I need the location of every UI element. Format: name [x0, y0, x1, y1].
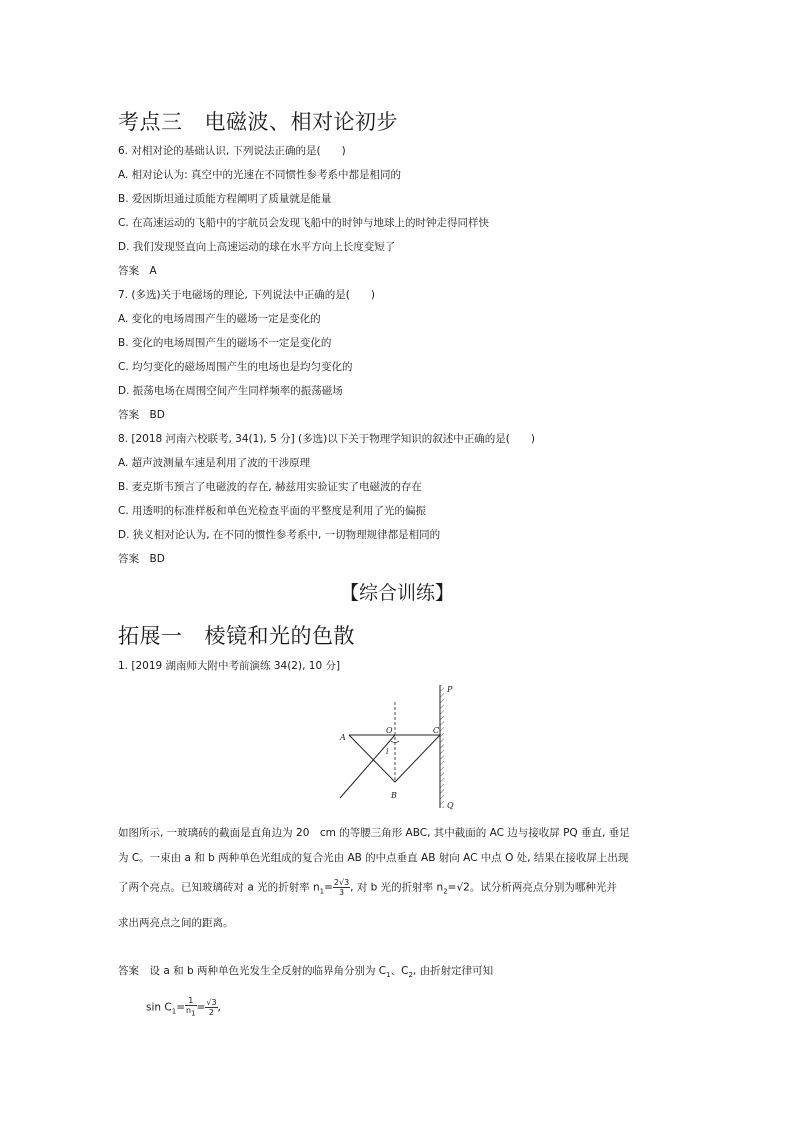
question-6-option-b: B. 爱因斯坦通过质能方程阐明了质量就是能量	[118, 193, 332, 205]
fraction-2-numerator: √3	[206, 997, 217, 1007]
question-7-option-a: A. 变化的电场周围产生的磁场一定是变化的	[118, 313, 321, 325]
question-7-option-d: D. 振荡电场在周围空间产生同样频率的振荡磁场	[118, 385, 343, 397]
training-title: 【综合训练】	[339, 582, 454, 604]
question-8-answer: 答案 BD	[118, 553, 165, 565]
extension-topic: 棱镜和光的色散	[204, 624, 355, 648]
n1-equals: =	[324, 881, 333, 894]
answer-text-mid: 、C	[390, 965, 409, 977]
fraction-1-denominator	[185, 1006, 197, 1019]
prism-figure	[330, 678, 470, 818]
extension-number: 拓展一	[118, 624, 183, 648]
problem-1-line-2: 为 C。一束由 a 和 b 两种单色光组成的复合光由 AB 的中点垂直 AB 射向 AC 中点 O 处, 结果在接收屏上出现	[118, 852, 629, 864]
question-8-option-c: C. 用透明的标准样板和单色光检查平面的平整度是利用了光的偏振	[118, 505, 427, 517]
line-3-text-pre: 了两个亮点。已知玻璃砖对 a 光的折射率 n	[118, 881, 320, 894]
fraction-1-den-subscript: 1	[191, 1009, 196, 1018]
label-i: i	[386, 747, 389, 756]
section-title	[118, 106, 398, 136]
label-a: A	[340, 733, 346, 742]
answer-text-post: , 由折射定律可知	[412, 965, 494, 977]
fraction-1-den-n: n	[186, 1006, 192, 1015]
label-b: B	[391, 791, 397, 800]
prism-triangle	[349, 735, 440, 782]
question-7-option-c: C. 均匀变化的磁场周围产生的电场也是均匀变化的	[118, 361, 353, 373]
label-o: O	[386, 726, 393, 735]
n1-numerator: 2√3	[333, 878, 350, 887]
formula-c1-subscript: 1	[171, 1007, 177, 1016]
section-topic: 电磁波、相对论初步	[204, 110, 398, 134]
question-7-option-b: B. 变化的电场周围产生的磁场不一定是变化的	[118, 337, 332, 349]
question-8-stem: 8. [2018 河南六校联考, 34(1), 5 分] (多选)以下关于物理学知识的叙述中正确的是( )	[118, 433, 535, 445]
n2-subscript: 2	[443, 887, 448, 896]
problem-1-line-3	[118, 878, 617, 899]
question-7-stem: 7. (多选)关于电磁场的理论, 下列说法中正确的是( )	[118, 289, 375, 301]
critical-angle-formula	[146, 996, 221, 1019]
c1-subscript: 1	[386, 971, 391, 980]
label-q: Q	[447, 801, 454, 810]
question-8-option-a: A. 超声波测量车速是利用了波的干涉原理	[118, 457, 311, 469]
problem-1-answer	[118, 964, 493, 982]
n2-value: =√2	[447, 881, 470, 894]
formula-fraction-1	[185, 996, 197, 1019]
section-number: 考点三	[118, 110, 183, 134]
label-p: P	[447, 685, 453, 694]
formula-comma: ,	[217, 1001, 221, 1014]
fraction-1-numerator: 1	[185, 996, 197, 1006]
question-6-option-a: A. 相对论认为: 真空中的光速在不同惯性参考系中都是相同的	[118, 169, 402, 181]
formula-fraction-2	[205, 998, 217, 1017]
problem-1-source: 1. [2019 湖南师大附中考前演练 34(2), 10 分]	[118, 660, 341, 672]
fraction-2-denominator: 2	[208, 1007, 214, 1017]
question-7-answer: 答案 BD	[118, 409, 165, 421]
question-6-stem: 6. 对相对论的基础认识, 下列说法正确的是( )	[118, 145, 346, 157]
formula-sin-c: sin C	[146, 1001, 172, 1014]
question-6-option-d: D. 我们发现竖直向上高速运动的球在水平方向上长度变短了	[118, 241, 396, 253]
formula-equals-1: =	[176, 1001, 185, 1014]
problem-1-line-1: 如图所示, 一玻璃砖的截面是直角边为 20 cm 的等腰三角形 ABC, 其中截面的 AC 边与接收屏 PQ 垂直, 垂足	[118, 827, 630, 839]
formula-equals-2: =	[196, 1001, 206, 1014]
n1-fraction	[333, 878, 350, 897]
problem-1-line-4: 求出两亮点之间的距离。	[118, 917, 234, 929]
n1-denominator: 3	[338, 888, 345, 897]
n1-subscript: 1	[319, 887, 325, 896]
angle-arc	[391, 741, 399, 743]
incident-ray	[340, 735, 395, 798]
line-3-text-post: 。试分析两亮点分别为哪种光并	[469, 881, 617, 894]
question-6-option-c: C. 在高速运动的飞船中的宇航员会发现飞船中的时钟与地球上的时钟走得同样快	[118, 217, 490, 229]
label-c: C	[433, 726, 440, 735]
line-3-text-mid: , 对 b 光的折射率 n	[350, 881, 444, 894]
extension-title	[118, 620, 355, 650]
question-6-answer: 答案 A	[118, 265, 157, 277]
answer-text-pre: 答案 设 a 和 b 两种单色光发生全反射的临界角分别为 C	[118, 965, 387, 977]
c2-subscript: 2	[408, 971, 413, 980]
screen-hatching	[440, 685, 444, 808]
question-8-option-d: D. 狭义相对论认为, 在不同的惯性参考系中, 一切物理规律都是相同的	[118, 529, 441, 541]
question-8-option-b: B. 麦克斯韦预言了电磁波的存在, 赫兹用实验证实了电磁波的存在	[118, 481, 423, 493]
